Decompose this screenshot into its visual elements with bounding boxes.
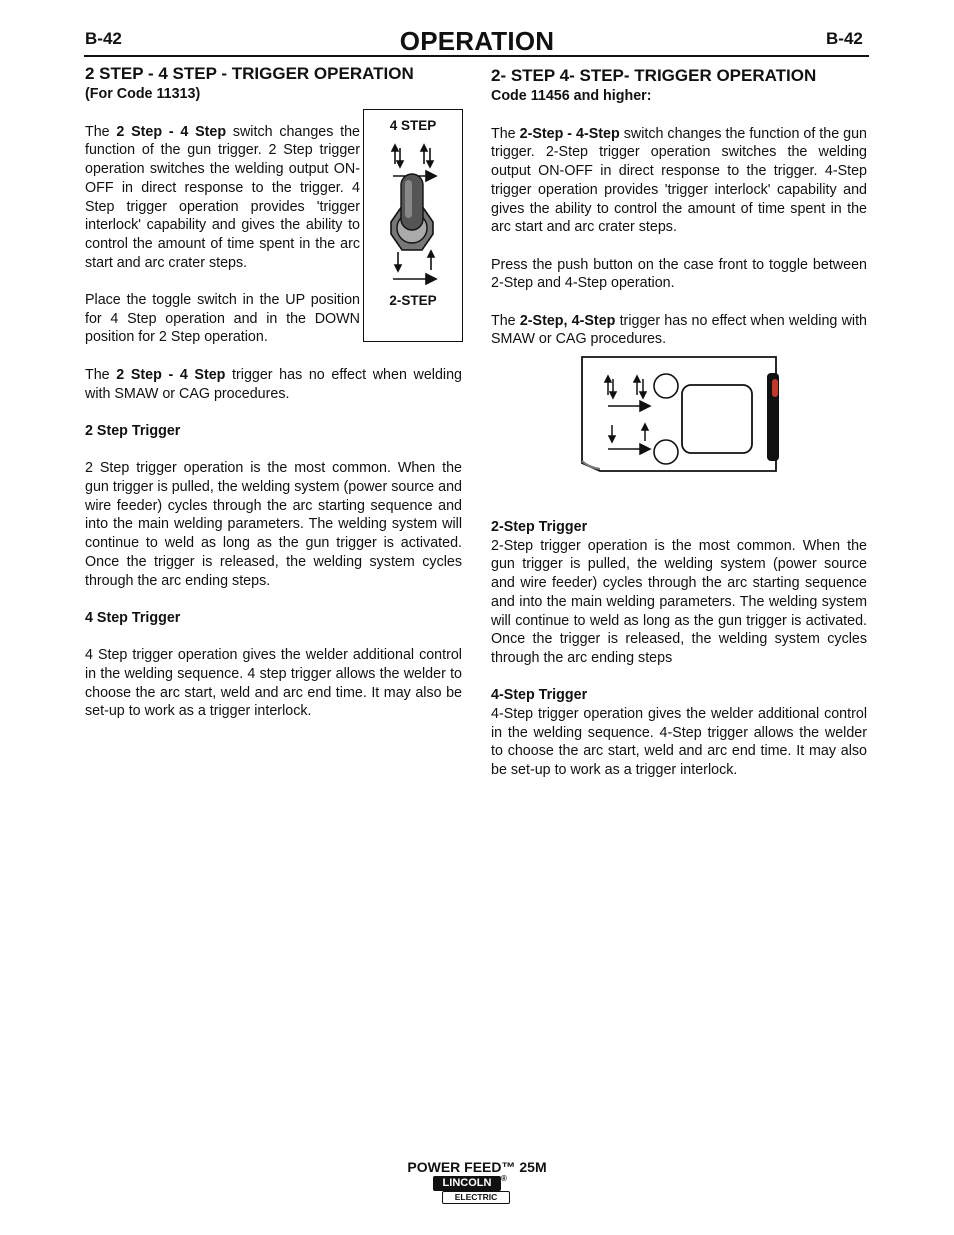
page-number-right: B-42 <box>826 29 863 48</box>
logo-registered-mark: ® <box>501 1174 507 1183</box>
right-heading: 2- STEP 4- STEP- TRIGGER OPERATION <box>491 66 817 85</box>
right-intro-paragraph: The 2-Step - 4-Step switch changes the function of the gun trigger. 2-Step trigger operation switches the welding output ON-OFF in direct response to the trigger. 4-Step trigger operation provides 'trigger interlock' capability and gives the ability to control the amount of time spent in the arc start and arc crater steps. <box>491 125 868 236</box>
right-pushbutton-paragraph: Press the push button on the case front to toggle between 2-Step and 4-Step operation. <box>491 256 867 292</box>
indicator-4step-icon <box>654 374 678 398</box>
right-column <box>491 66 867 349</box>
right-subheading: Code 11456 and higher: <box>491 88 652 104</box>
page-title: OPERATION <box>399 26 555 56</box>
logo-top-text: LINCOLN <box>433 1176 501 1191</box>
logo-bottom-text: ELECTRIC <box>442 1191 510 1204</box>
left-intro-paragraph: The 2 Step - 4 Step switch changes the function of the gun trigger. 2 Step trigger operation switches the welding output ON-OFF in direct response to the trigger. 4 Step trigger operation provides 'trigger interlock' capability and gives the ability to control the amount of time spent in the arc start and arc crater steps. <box>85 123 361 271</box>
right-2step-paragraph: 2-Step trigger operation is the most common. When the gun trigger is pulled, the welding system (power source and wire feeder) cycles through the arc starting sequence and into the main welding parameters. The welding system will continue to weld as long as the gun trigger is activated. Once the trigger is released, the welding system cycles through the arc ending steps <box>491 537 867 666</box>
left-4step-paragraph: 4 Step trigger operation gives the welder additional control in the welding sequence. 4 step trigger allows the welder to choose the arc start, weld and arc end time. It may also be set-up to work as a trigger interlock. <box>85 647 462 720</box>
indicator-2step-icon <box>654 440 678 464</box>
lincoln-electric-logo <box>432 1176 510 1204</box>
left-heading: 2 STEP - 4 STEP - TRIGGER OPERATION <box>85 64 414 83</box>
switch-label-2step: 2-STEP <box>389 293 437 308</box>
left-2step-paragraph: 2 Step trigger operation is the most common. When the gun trigger is pulled, the welding system (power source and wire feeder) cycles through the arc starting sequence and into the main welding parameters. The welding system will continue to weld as long as the gun trigger is activated. Once the trigger is released, the welding system cycles through the arc ending steps. <box>85 460 462 589</box>
right-4step-heading: 4-Step Trigger <box>491 687 588 704</box>
right-4step-paragraph: 4-Step trigger operation gives the welder additional control in the welding sequence. 4-Step trigger allows the welder to choose the arc start, weld and arc end time. It may also be set-up to work as a trigger interlock. <box>491 706 867 779</box>
header-rule <box>84 55 869 57</box>
right-2step-heading: 2-Step Trigger <box>491 519 588 535</box>
left-subheading: (For Code 11313) <box>85 86 201 102</box>
left-4step-heading: 4 Step Trigger <box>85 609 181 626</box>
right-trigger-sections <box>491 518 867 780</box>
left-toggle-paragraph: Place the toggle switch in the UP position for 4 Step operation and in the DOWN position for 2 Step operation. <box>85 292 360 346</box>
switch-label-4step: 4 STEP <box>389 118 437 133</box>
right-no-effect-paragraph: The 2-Step, 4-Step trigger has no effect when welding with SMAW or CAG procedures. <box>491 312 867 348</box>
toggle-switch-figure <box>363 109 463 342</box>
left-2step-heading: 2 Step Trigger <box>85 422 181 439</box>
left-no-effect-paragraph: The 2 Step - 4 Step trigger has no effect when welding with SMAW or CAG procedures. <box>85 366 463 402</box>
control-panel-figure <box>578 355 780 473</box>
footer-product-name: POWER FEED™ 25M <box>407 1159 547 1175</box>
push-button-icon <box>682 385 752 453</box>
page-number-left: B-42 <box>85 29 122 48</box>
